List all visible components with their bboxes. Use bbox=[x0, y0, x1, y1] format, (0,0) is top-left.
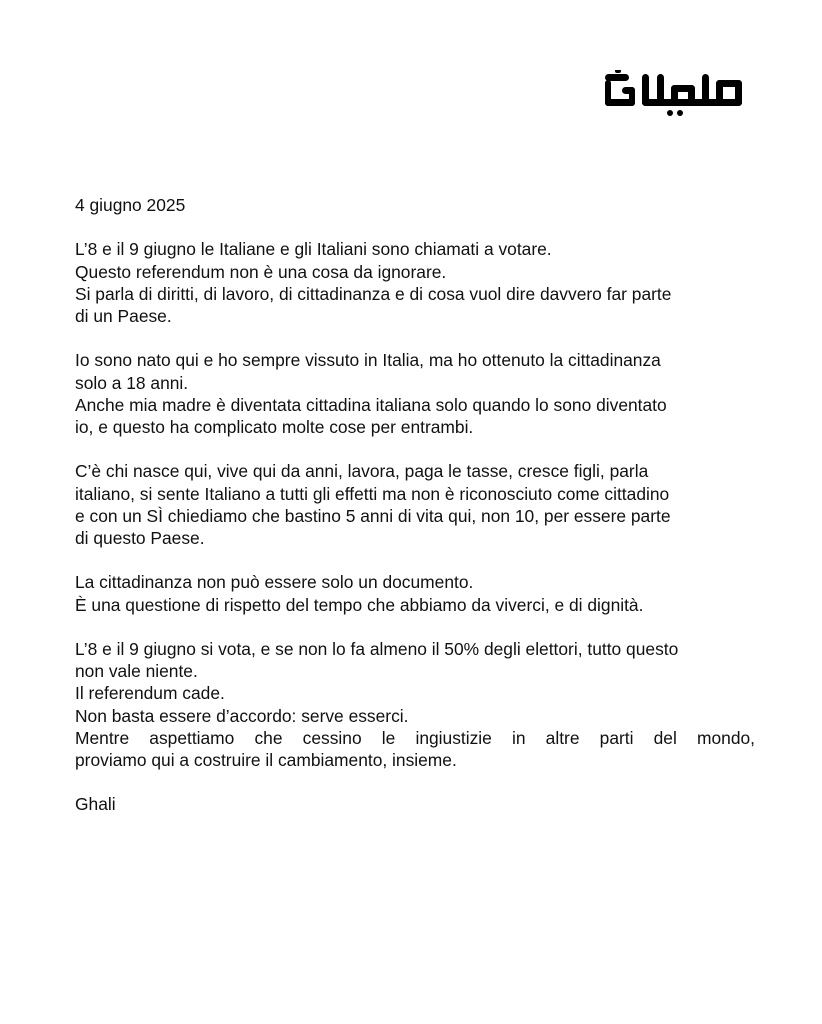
text-line: Si parla di diritti, di lavoro, di cittadinanza e di cosa vuol dire davvero far parte bbox=[75, 283, 672, 304]
letter-date: 4 giugno 2025 bbox=[75, 195, 186, 215]
text-line: di un Paese. bbox=[75, 306, 172, 326]
ghali-logo-mark bbox=[605, 70, 747, 118]
text-line: L’8 e il 9 giugno si vota, e se non lo fa almeno il 50% degli elettori, tutto questo bbox=[75, 638, 679, 659]
text-line: solo a 18 anni. bbox=[75, 372, 189, 393]
text-line: Io sono nato qui e ho sempre vissuto in Italia, ma ho ottenuto la cittadinanza bbox=[75, 350, 661, 371]
text-line: di questo Paese. bbox=[75, 528, 205, 548]
text-line: È una questione di rispetto del tempo che abbiamo da viverci, e di dignità. bbox=[75, 594, 644, 615]
paragraph-call-to-vote bbox=[75, 638, 755, 771]
text-line: proviamo qui a costruire il cambiamento, insieme. bbox=[75, 750, 457, 770]
paragraph-dignity bbox=[75, 571, 755, 615]
text-line: Non basta essere d’accordo: serve esserci. bbox=[75, 705, 409, 726]
text-line: io, e questo ha complicato molte cose per entrambi. bbox=[75, 417, 474, 437]
text-line: Il referendum cade. bbox=[75, 683, 225, 704]
text-line: e con un SÌ chiediamo che bastino 5 anni di vita qui, non 10, per essere parte bbox=[75, 505, 671, 526]
text-line: Questo referendum non è una cosa da ignorare. bbox=[75, 261, 447, 282]
text-line: La cittadinanza non può essere solo un documento. bbox=[75, 572, 474, 593]
letter-signature: Ghali bbox=[75, 794, 116, 815]
text-line: L’8 e il 9 giugno le Italiane e gli Italiani sono chiamati a votare. bbox=[75, 239, 552, 260]
text-line: C’è chi nasce qui, vive qui da anni, lavora, paga le tasse, cresce figli, parla bbox=[75, 461, 649, 482]
letter-body bbox=[75, 194, 755, 838]
text-line-justified: Mentre aspettiamo che cessino le ingiustizie in altre parti del mondo, bbox=[75, 727, 755, 748]
text-line: non vale niente. bbox=[75, 661, 198, 682]
text-line: italiano, si sente Italiano a tutti gli effetti ma non è riconosciuto come cittadino bbox=[75, 483, 670, 504]
paragraph-citizenship-request bbox=[75, 460, 755, 549]
ghali-logo bbox=[605, 70, 747, 118]
text-line: Anche mia madre è diventata cittadina italiana solo quando lo sono diventato bbox=[75, 394, 667, 415]
paragraph-personal-story bbox=[75, 349, 755, 438]
paragraph-referendum bbox=[75, 238, 755, 327]
